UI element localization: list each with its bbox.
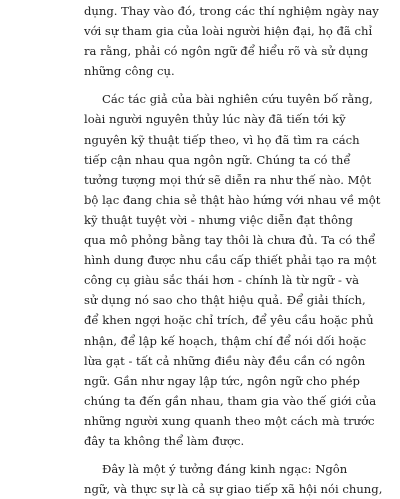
text-line: Đây là một ý tưởng đáng kinh ngạc: Ngôn [102,462,348,477]
text-line: dụng. Thay vào đó, trong các thí nghiệm ngày nay [84,4,379,18]
paragraph-3 [0,459,383,499]
text-line: đây ta không thể làm được. [84,433,245,448]
text-line: hình dung được nhu cầu cấp thiết phải tạo ra một [84,253,377,268]
text-line: ra rằng, phải có ngôn ngữ để hiểu rõ và sử dụng [84,44,369,59]
text-line: công cụ giàu sắc thái hơn - chính là từ ngữ - và [84,273,360,288]
text-line: ngữ, và thực sự là cả sự giao tiếp xã hội nói chung, [84,482,383,497]
text-line: chúng ta đến gần nhau, tham gia vào thế giới của [84,393,377,408]
text-line: những công cụ. [84,64,175,79]
paragraph-2 [0,89,381,451]
text-line: với sự tham gia của loài người hiện đại, họ đã chỉ [84,24,373,39]
text-line: những người xung quanh theo một cách mà trước [84,413,375,428]
text-line: bộ lạc đang chia sẻ thật hào hứng với nhau về một [84,192,381,207]
paragraph-1 [0,1,379,81]
text-line: loài người nguyên thủy lúc này đã tiến tới kỹ [84,112,346,127]
text-line: lừa gạt - tất cả những điều này đều cần có ngôn [84,353,366,368]
text-line: qua mô phỏng bằng tay thôi là chưa đủ. Ta có thể [84,233,376,248]
text-line: tưởng tượng mọi thứ sẽ diễn ra như thế nào. Một [84,172,372,187]
text-line: sử dụng nó sao cho thật hiệu quả. Để giải thích, [84,293,366,308]
text-line: để khen ngợi hoặc chỉ trích, để yêu cầu hoặc phủ [84,313,374,328]
text-line: Các tác giả của bài nghiên cứu tuyên bố rằng, [102,92,373,107]
text-line: nguyên kỹ thuật tiếp theo, vì họ đã tìm ra cách [84,132,360,147]
text-line: ngữ. Gần như ngay lập tức, ngôn ngữ cho phép [84,373,360,388]
text-line: nhận, để lập kế hoạch, thậm chí để nói dối hoặc [84,333,367,348]
text-line: tiếp cận nhau qua ngôn ngữ. Chúng ta có thể [84,152,351,167]
text-line: kỹ thuật tuyệt vời - nhưng việc diễn đạt thông [84,212,353,227]
